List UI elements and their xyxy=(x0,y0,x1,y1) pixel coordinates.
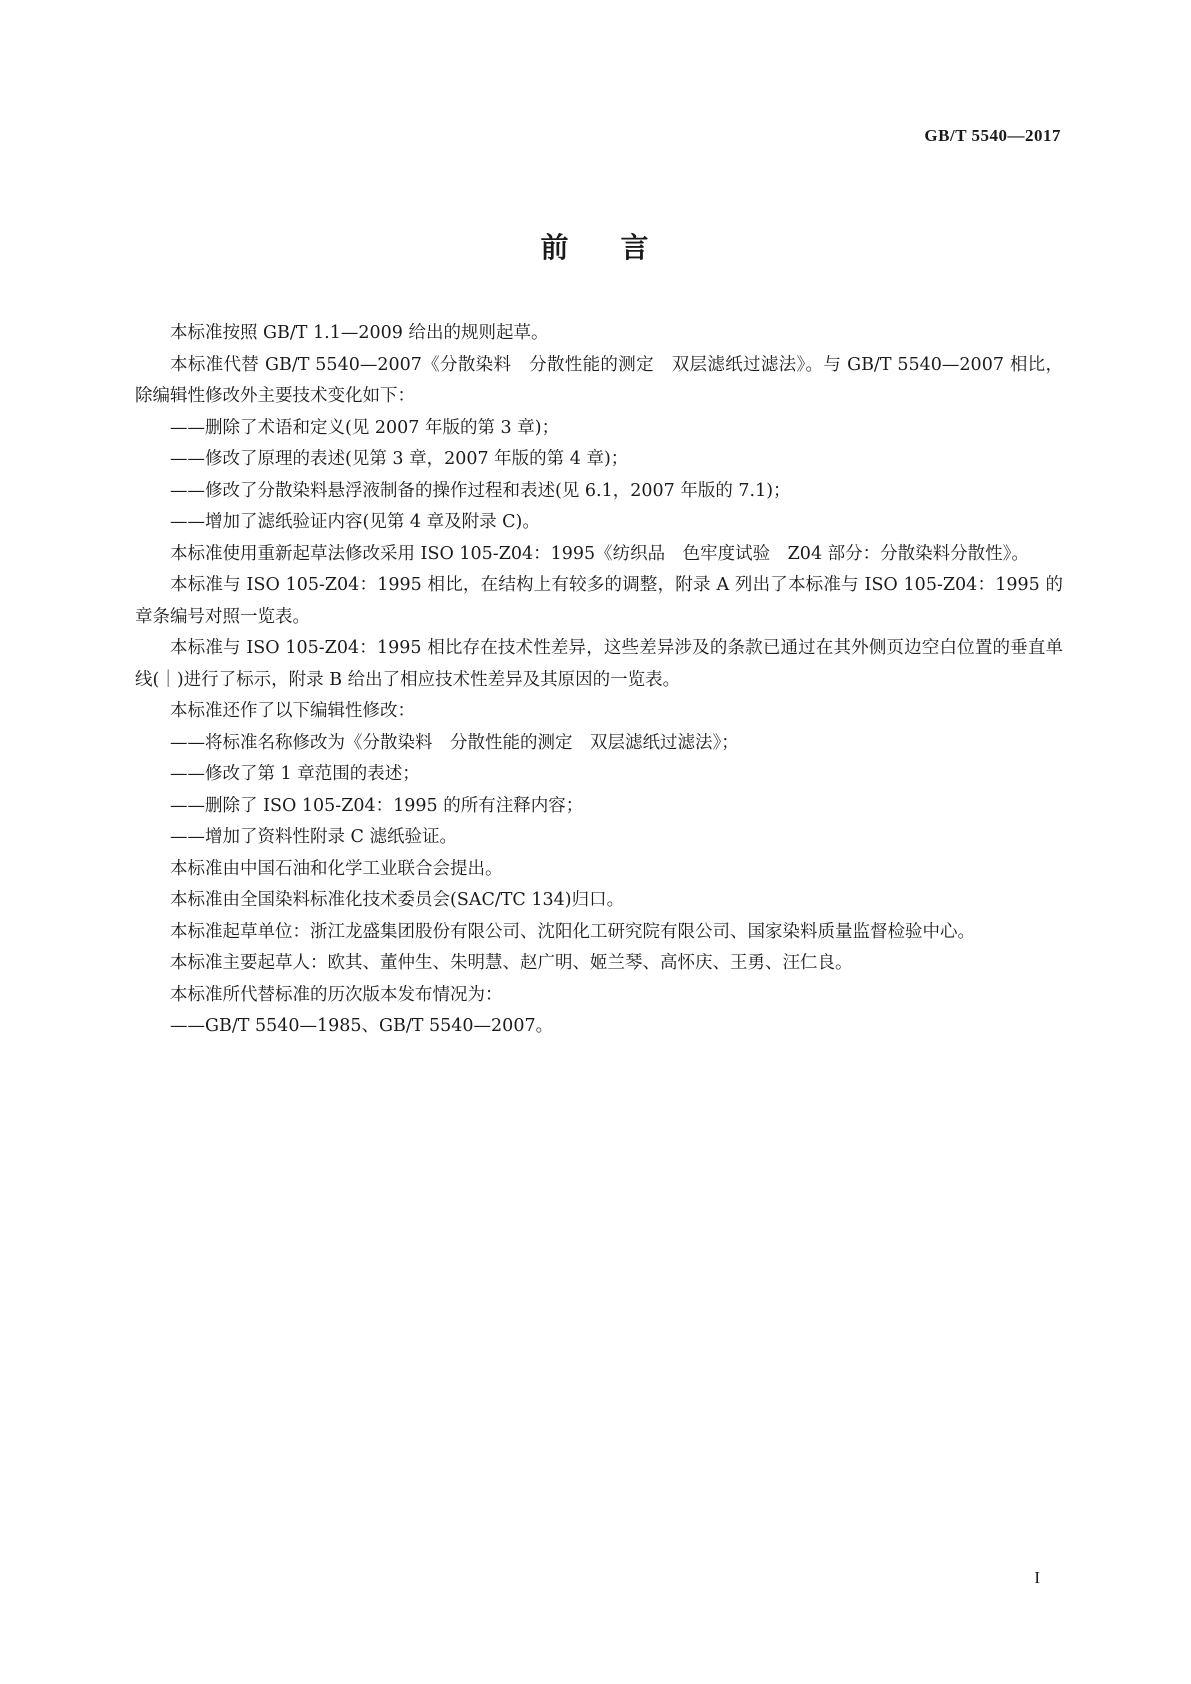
list-item: ——修改了分散染料悬浮液制备的操作过程和表述(见 6.1，2007 年版的 7.1)； xyxy=(170,480,791,501)
list-item: ——将标准名称修改为《分散染料 分散性能的测定 双层滤纸过滤法》； xyxy=(170,732,739,753)
title-char-2: 言 xyxy=(620,231,651,264)
paragraph: 本标准所代替标准的历次版本发布情况为： xyxy=(170,984,503,1005)
list-item: ——增加了资料性附录 C 滤纸验证。 xyxy=(170,827,458,847)
title-char-1: 前 xyxy=(540,231,571,264)
paragraph: 本标准起草单位：浙江龙盛集团股份有限公司、沈阳化工研究院有限公司、国家染料质量监督检验中心。 xyxy=(170,921,975,942)
paragraph: 本标准代替 GB/T 5540—2007《分散染料 分散性能的测定 双层滤纸过滤法》。与 GB/T 5540—2007 相比，除编辑性修改外主要技术变化如下： xyxy=(135,354,1063,406)
list-item: ——增加了滤纸验证内容(见第 4 章及附录 C)。 xyxy=(170,512,540,532)
preface-body xyxy=(135,318,1063,1043)
paragraph: 本标准按照 GB/T 1.1—2009 给出的规则起草。 xyxy=(170,323,549,343)
paragraph: 本标准主要起草人：欧其、董仲生、朱明慧、赵广明、姬兰琴、高怀庆、王勇、汪仁良。 xyxy=(170,953,853,973)
paragraph: 本标准与 ISO 105-Z04：1995 相比，在结构上有较多的调整，附录 A 列出了本标准与 ISO 105-Z04：1995 的章条编号对照一览表。 xyxy=(135,575,1063,627)
list-item: ——GB/T 5540—1985、GB/T 5540—2007。 xyxy=(170,1016,554,1036)
page-number: I xyxy=(1034,1568,1040,1587)
paragraph: 本标准由中国石油和化学工业联合会提出。 xyxy=(170,858,503,879)
standard-code: GB/T 5540—2017 xyxy=(924,126,1061,145)
paragraph: 本标准使用重新起草法修改采用 ISO 105-Z04：1995《纺织品 色牢度试验 Z04 部分：分散染料分散性》。 xyxy=(170,543,1029,564)
list-item: ——删除了术语和定义(见 2007 年版的第 3 章)； xyxy=(170,417,560,438)
paragraph: 本标准还作了以下编辑性修改： xyxy=(170,701,415,721)
paragraph: 本标准由全国染料标准化技术委员会(SAC/TC 134)归口。 xyxy=(170,890,625,910)
list-item: ——删除了 ISO 105-Z04：1995 的所有注释内容； xyxy=(170,795,584,816)
page-title xyxy=(0,226,1191,266)
paragraph: 本标准与 ISO 105-Z04：1995 相比存在技术性差异，这些差异涉及的条款已通过在其外侧页边空白位置的垂直单线(｜)进行了标示，附录 B 给出了相应技术性差异及其原因的一览表。 xyxy=(135,638,1063,690)
list-item: ——修改了第 1 章范围的表述； xyxy=(170,764,420,784)
list-item: ——修改了原理的表述(见第 3 章，2007 年版的第 4 章)； xyxy=(170,449,629,469)
